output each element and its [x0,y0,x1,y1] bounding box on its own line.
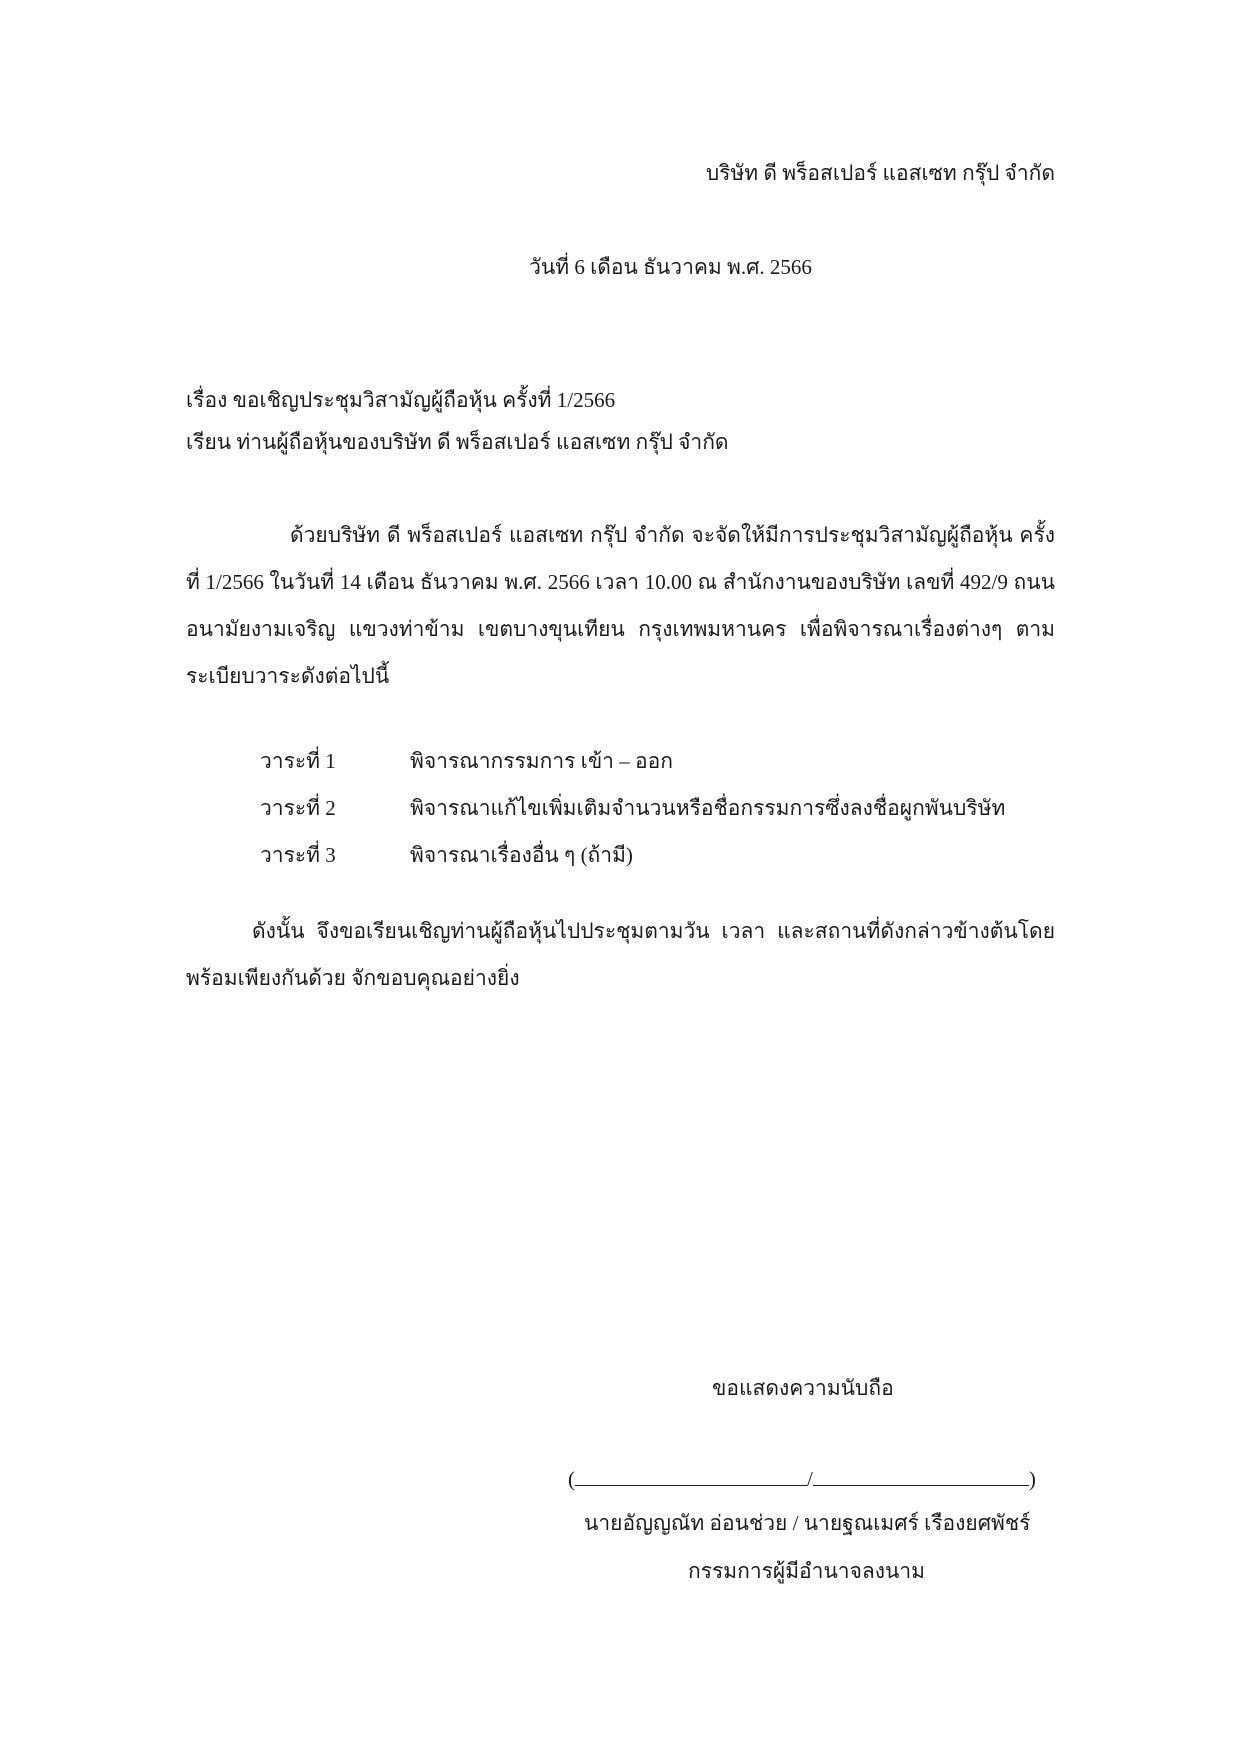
signature-blank-2 [813,1463,1029,1486]
signatory-title: กรรมการผู้มีอำนาจลงนาม [688,1559,926,1583]
signature-close-paren: ) [1028,1467,1036,1491]
agenda-item [260,832,1005,879]
signature-blank-1 [575,1463,807,1486]
recipient-line: เรียน ท่านผู้ถือหุ้นของบริษัท ดี พร็อสเปอร์ แอสเซท กรุ๊ป จำกัด [186,430,729,454]
agenda-list [260,738,1005,879]
signature-open-paren: ( [568,1467,575,1491]
signatory-names: นายอัญญณัท อ่อนช่วย / นายฐณเมศร์ เรืองยศพัชร์ [584,1511,1031,1535]
invitation-paragraph-text: ด้วยบริษัท ดี พร็อสเปอร์ แอสเซท กรุ๊ป จำกัด จะจัดให้มีการประชุมวิสามัญผู้ถือหุ้น ครั้งที่ 1/2566 ในวันที่ 14 เดือน ธันวาคม พ.ศ. 2566 เวลา 10.00 ณ สำนักงานของบริษัท เลขที่ 492/9 ถนนอนามัยงามเจริญ แขวงท่าข้าม เขตบางขุนเทียน กรุงเทพมหานคร เพื่อพิจารณาเรื่องต่างๆ ตามระเบียบวาระดังต่อไปนี้ [186,523,1055,688]
agenda-item [260,738,1005,785]
agenda-text: พิจารณาแก้ไขเพิ่มเติมจำนวนหรือชื่อกรรมการซึ่งลงชื่อผูกพันบริษัท [410,796,1006,820]
agenda-text: พิจารณากรรมการ เข้า – ออก [410,749,673,773]
subject-line: เรื่อง ขอเชิญประชุมวิสามัญผู้ถือหุ้น ครั้งที่ 1/2566 [186,388,616,412]
agenda-text: พิจารณาเรื่องอื่น ๆ (ถ้ามี) [410,843,633,867]
signature-separator: / [807,1467,813,1491]
agenda-item [260,785,1005,832]
closing-paragraph [186,908,1055,1002]
closing-paragraph-text: ดังนั้น จึงขอเรียนเชิญท่านผู้ถือหุ้นไปประชุมตามวัน เวลา และสถานที่ดังกล่าวข้างต้นโดยพร้อมเพียงกันด้วย จักขอบคุณอย่างยิ่ง [186,919,1055,990]
closing-salutation: ขอแสดงความนับถือ [712,1376,894,1400]
agenda-number: วาระที่ 2 [260,796,336,820]
letter-date: วันที่ 6 เดือน ธันวาคม พ.ศ. 2566 [529,255,812,279]
invitation-paragraph [186,512,1055,700]
agenda-number: วาระที่ 1 [260,749,336,773]
signature-line [568,1463,1036,1494]
agenda-number: วาระที่ 3 [260,843,336,867]
company-name: บริษัท ดี พร็อสเปอร์ แอสเซท กรุ๊ป จำกัด [705,161,1055,185]
